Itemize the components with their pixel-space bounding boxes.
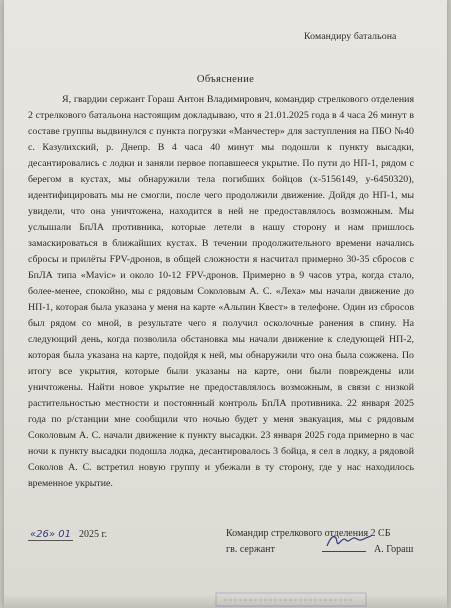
signer-rank: гв. сержант [226, 544, 275, 555]
handwritten-signature-icon [324, 530, 374, 552]
body-paragraph: Я, гвардии сержант Гораш Антон Владимирович, командир стрелкового отделения 2 стрелкового батальона настоящим докладываю, что я 21.01.2025 года в 4 часа 26 минут в составе группы выдвинулся с пункта погрузки «Манчестер» для заступления на ПБО №40 с. Казулихский, р. Днепр. В 4 часа 40 минут мы подошли к пункту высадки, десантировались с лодки и заняли первое попавшееся укрытие. По пути до НП-1, рядом с берегом в кустах, мы обнаружили тела погибших бойцов (x-5156149, y-6450320), идентифицировать мы не смогли, после чего продолжили движение. Дойдя до НП-1, мы увидели, что она уничтожена, находится в ней не предоставлялось возможным. Мы услышали БпЛА противника, которые летели в нашу сторону и нам пришлось замаскироваться в ближайших кустах. В течении продолжительного времени начались сбросы и прилёты FPV-дронов, в общей сложности я насчитал примерно 30-35 сбросов с БпЛА типа «Mavic» и около 10-12 FPV-дронов. Примерно в 9 часов утра, когда стало, более-менее, спокойно, мы с рядовым Соколовым А. С. «Леха» мы начали движение до НП-1, которая была указана у меня на карте «Альпин Квест» в телефоне. Один из сбросов был рядом со мной, в результате чего я получил осколочные ранения в спину. На следующий день, когда позволила обстановка мы начали движение к следующей НП-2, которая была указана на карте, подойдя к ней, мы обнаружили что она была сожжена. По итогу все укрытия, которые были указаны на карте, они были повреждены или уничтожены. Найти новое укрытие не предоставлялось возможным, в связи с низкой растительностью местности и постоянный контроль БпЛА противника. 22 января 2025 года по р/станции мне сообщили что ночью будет у меня эвакуация, мы с рядовым Соколовым А. С. начали движение к пункту высадки. 23 января 2025 года примерно в час ночи к пункту высадки подошла лодка, десантировалось 3 бойца, я сел в лодку, а рядовой Соколов А. С. встретил новую группу и убежали в ту сторону, где у нас находилось временное укрытие. [28, 94, 414, 489]
signer-name: А. Гораш [374, 544, 414, 555]
date-year: 2025 г. [78, 529, 107, 540]
signer-position: Командир стрелкового отделения 2 СБ [226, 528, 391, 539]
document-page [4, 0, 447, 608]
document-body [28, 92, 414, 492]
document-title: Объяснение [196, 74, 255, 85]
page-bottom-shadow [4, 594, 447, 608]
date-block [28, 529, 107, 541]
addressee: Командиру батальона [304, 31, 397, 42]
handwritten-date: «26» 01 [30, 529, 71, 540]
